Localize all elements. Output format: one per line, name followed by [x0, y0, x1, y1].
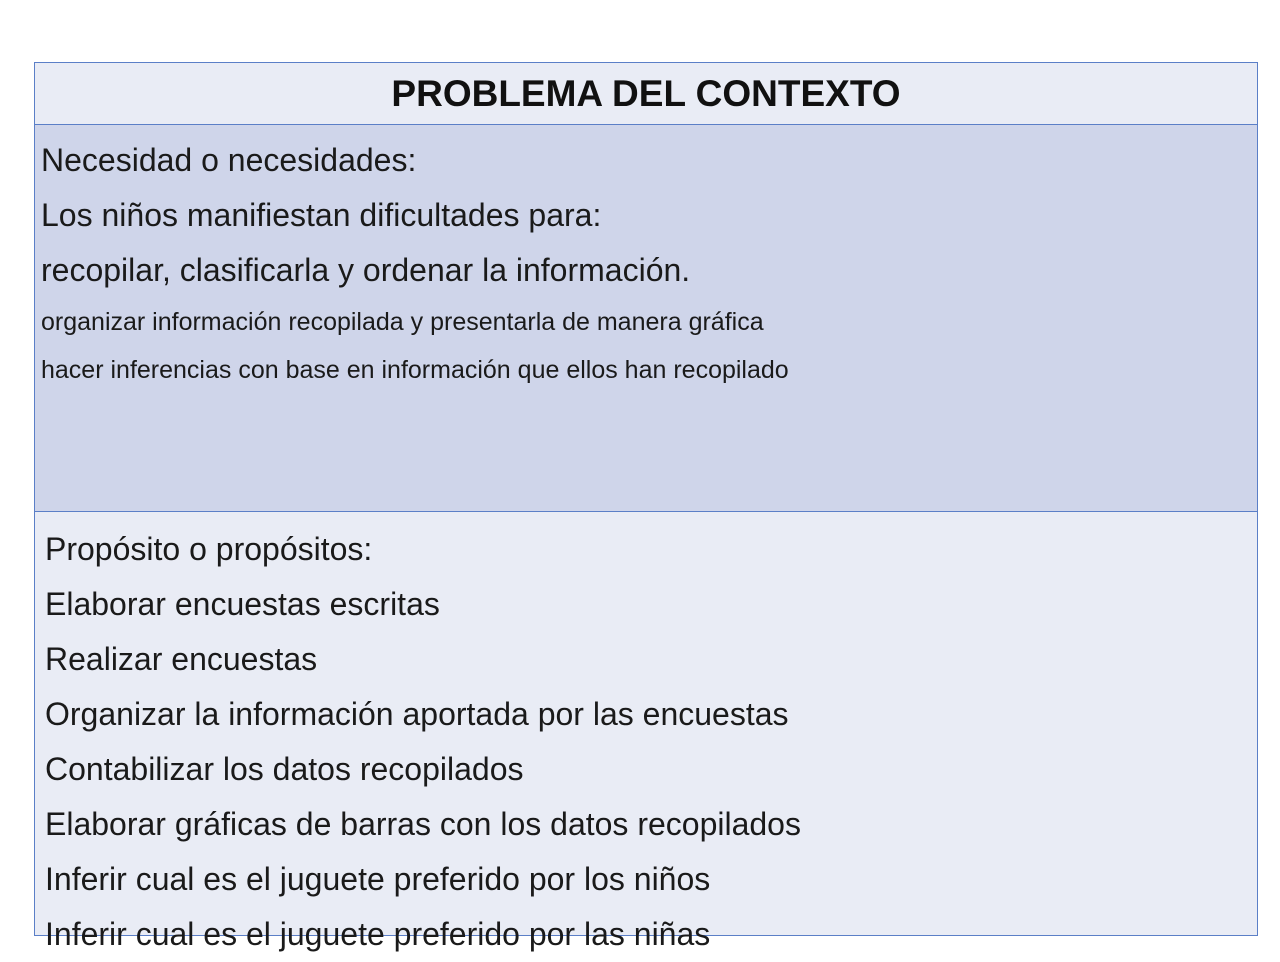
purpose-item: Inferir cual es el juguete preferido por los niños	[45, 861, 711, 897]
needs-item: organizar información recopilada y presentarla de manera gráfica	[41, 308, 764, 336]
table-title: PROBLEMA DEL CONTEXTO	[391, 72, 901, 114]
needs-section	[35, 125, 1257, 512]
purpose-item: Organizar la información aportada por las encuestas	[45, 696, 789, 732]
context-problem-table	[34, 62, 1258, 952]
purposes-heading: Propósito o propósitos:	[45, 531, 373, 567]
purpose-item: Inferir cual es el juguete preferido por las niñas	[45, 916, 711, 952]
needs-item: recopilar, clasificarla y ordenar la información.	[41, 252, 691, 288]
needs-heading: Necesidad o necesidades:	[41, 142, 417, 178]
purposes-section	[35, 512, 1257, 952]
purpose-item: Realizar encuestas	[45, 641, 318, 677]
purpose-item: Elaborar gráficas de barras con los datos recopilados	[45, 806, 801, 842]
purpose-item: Elaborar encuestas escritas	[45, 586, 440, 622]
purpose-item: Contabilizar los datos recopilados	[45, 751, 524, 787]
needs-intro: Los niños manifiestan dificultades para:	[41, 197, 602, 233]
needs-item: hacer inferencias con base en información que ellos han recopilado	[41, 356, 789, 384]
table-header-row	[35, 63, 1257, 125]
